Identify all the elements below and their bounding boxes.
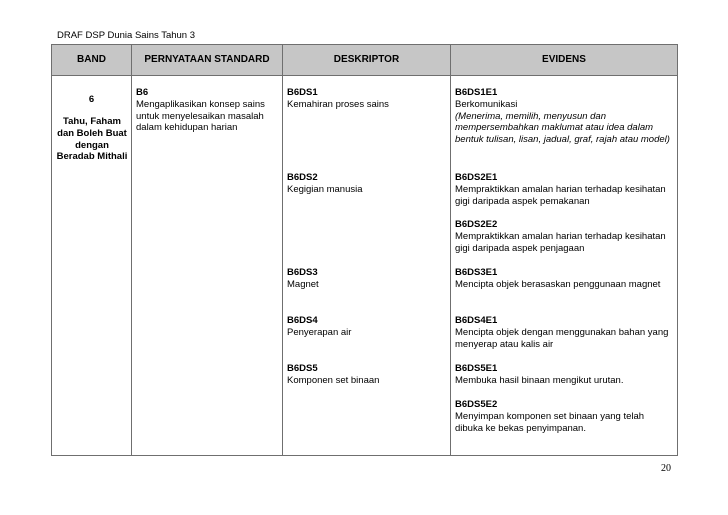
standard-text: Mengaplikasikan konsep sains untuk menyelesaikan masalah dalam kehidupan harian [136,98,265,134]
descriptor-item [287,87,447,111]
page-number: 20 [661,463,671,474]
evidence-code: B6DS3E1 [455,267,498,278]
header-standard: PERNYATAAN STANDARD [144,54,270,65]
evidence-text: Menyimpan komponen set binaan yang telah dibuka ke bekas penyimpanan. [455,410,645,434]
header-band: BAND [77,54,106,65]
evidence-item [455,399,673,434]
descriptor-code: B6DS2 [287,172,318,183]
evidence-code: B6DS2E1 [455,172,498,183]
standard-code: B6 [136,87,149,98]
evidence-item [455,315,673,350]
band-label: Tahu, Faham dan Boleh Buat dengan Beradab Mithali [56,116,128,163]
descriptor-code: B6DS1 [287,87,318,98]
evidence-item [455,172,673,207]
evidence-code: B6DS5E1 [455,363,498,374]
descriptor-item [287,315,447,339]
evidence-code: B6DS2E2 [455,219,498,230]
descriptor-text: Kemahiran proses sains [287,98,389,110]
descriptor-text: Komponen set binaan [287,374,380,386]
header-descriptor: DESKRIPTOR [333,54,400,65]
evidence-text: Mencipta objek dengan menggunakan bahan yang menyerap atau kalis air [455,326,669,350]
descriptor-code: B6DS3 [287,267,318,278]
column-divider [131,45,132,455]
evidence-item [455,363,673,387]
evidence-item [455,219,673,254]
descriptor-item [287,363,447,387]
column-divider [282,45,283,455]
evidence-code: B6DS1E1 [455,87,498,98]
evidence-code: B6DS5E2 [455,399,498,410]
descriptor-text: Penyerapan air [287,326,352,338]
standard-cell [136,87,280,134]
descriptor-item [287,267,447,291]
descriptor-text: Kegigian manusia [287,183,363,195]
descriptor-code: B6DS4 [287,315,318,326]
column-divider [450,45,451,455]
evidence-item [455,267,673,291]
evidence-text: Membuka hasil binaan mengikut urutan. [455,374,624,386]
document-title: DRAF DSP Dunia Sains Tahun 3 [57,30,196,41]
dsp-table [51,44,678,456]
evidence-code: B6DS4E1 [455,315,498,326]
band-number: 6 [88,94,95,105]
evidence-text: Mencipta objek berasaskan penggunaan magnet [455,278,661,290]
evidence-text: Berkomunikasi [455,98,518,110]
evidence-text: Mempraktikkan amalan harian terhadap kesihatan gigi daripada aspek pemakanan [455,183,666,207]
evidence-text: Mempraktikkan amalan harian terhadap kesihatan gigi daripada aspek penjagaan [455,230,666,254]
header-evidence: EVIDENS [542,54,586,65]
evidence-item [455,87,673,146]
descriptor-code: B6DS5 [287,363,318,374]
evidence-note: (Menerima, memilih, menyusun dan mempersembahkan maklumat atau idea dalam bentuk tulisan, lisan, jadual, graf, rajah atau model) [455,110,670,146]
descriptor-item [287,172,447,196]
descriptor-text: Magnet [287,278,319,290]
